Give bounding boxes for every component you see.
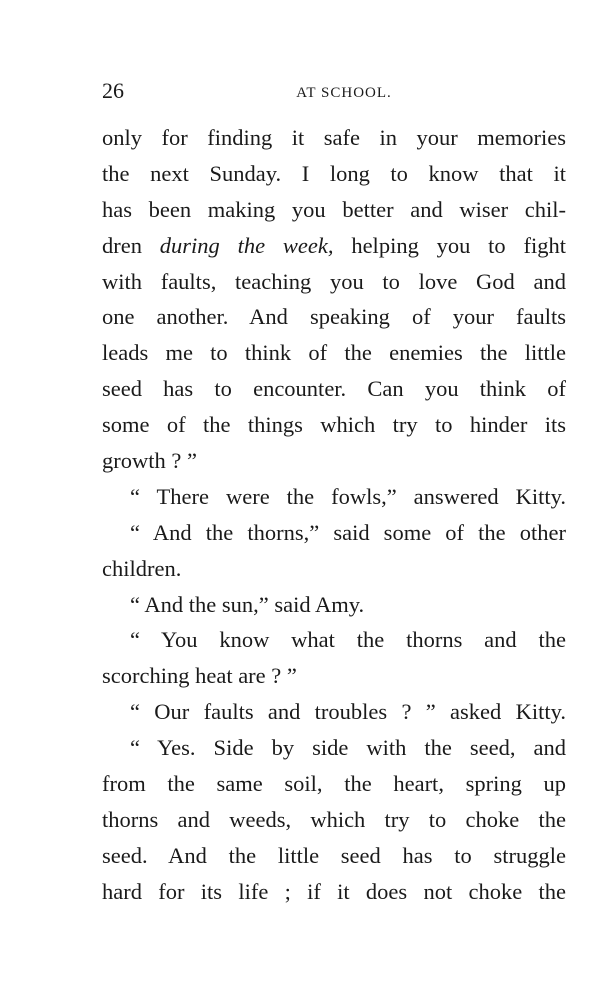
text-line: some of the things which try to hinder its	[102, 412, 566, 438]
text-line: “ There were the fowls,” answered Kitty.	[130, 483, 566, 509]
text-line: “ Our faults and troubles ? ” asked Kitty.	[130, 699, 566, 725]
text-line: growth ? ”	[102, 448, 197, 474]
running-head: AT SCHOOL.	[296, 85, 392, 101]
text-line: “ And the thorns,” said some of the other	[130, 519, 566, 545]
page-number: 26	[102, 78, 124, 103]
text-line: the next Sunday. I long to know that it	[102, 160, 566, 186]
text-line: “ Yes. Side by side with the seed, and	[130, 735, 566, 761]
text-segment: helping you to fight	[333, 232, 566, 258]
text-line: children.	[102, 555, 182, 581]
text-line: from the same soil, the heart, spring up	[102, 771, 566, 797]
text-line: “ And the sun,” said Amy.	[130, 591, 365, 617]
text-line: only for finding it safe in your memories	[102, 125, 566, 150]
text-line-with-italic	[102, 228, 566, 264]
text-line: with faults, teaching you to love God and	[102, 268, 566, 294]
body-text	[102, 120, 566, 910]
text-line: “ You know what the thorns and the	[130, 627, 566, 653]
text-line: thorns and weeds, which try to choke the	[102, 806, 566, 832]
italic-phrase: during the week,	[159, 232, 334, 258]
page-header	[102, 76, 566, 106]
text-line: leads me to think of the enemies the little	[102, 340, 566, 366]
text-line: hard for its life ; if it does not choke the	[102, 878, 566, 904]
text-line: one another. And speaking of your faults	[102, 304, 566, 330]
text-line: has been making you better and wiser chil-	[102, 196, 566, 222]
text-line: scorching heat are ? ”	[102, 663, 297, 689]
text-line: seed has to encounter. Can you think of	[102, 376, 566, 402]
text-line: seed. And the little seed has to struggle	[102, 842, 566, 868]
text-segment: dren	[102, 232, 160, 258]
